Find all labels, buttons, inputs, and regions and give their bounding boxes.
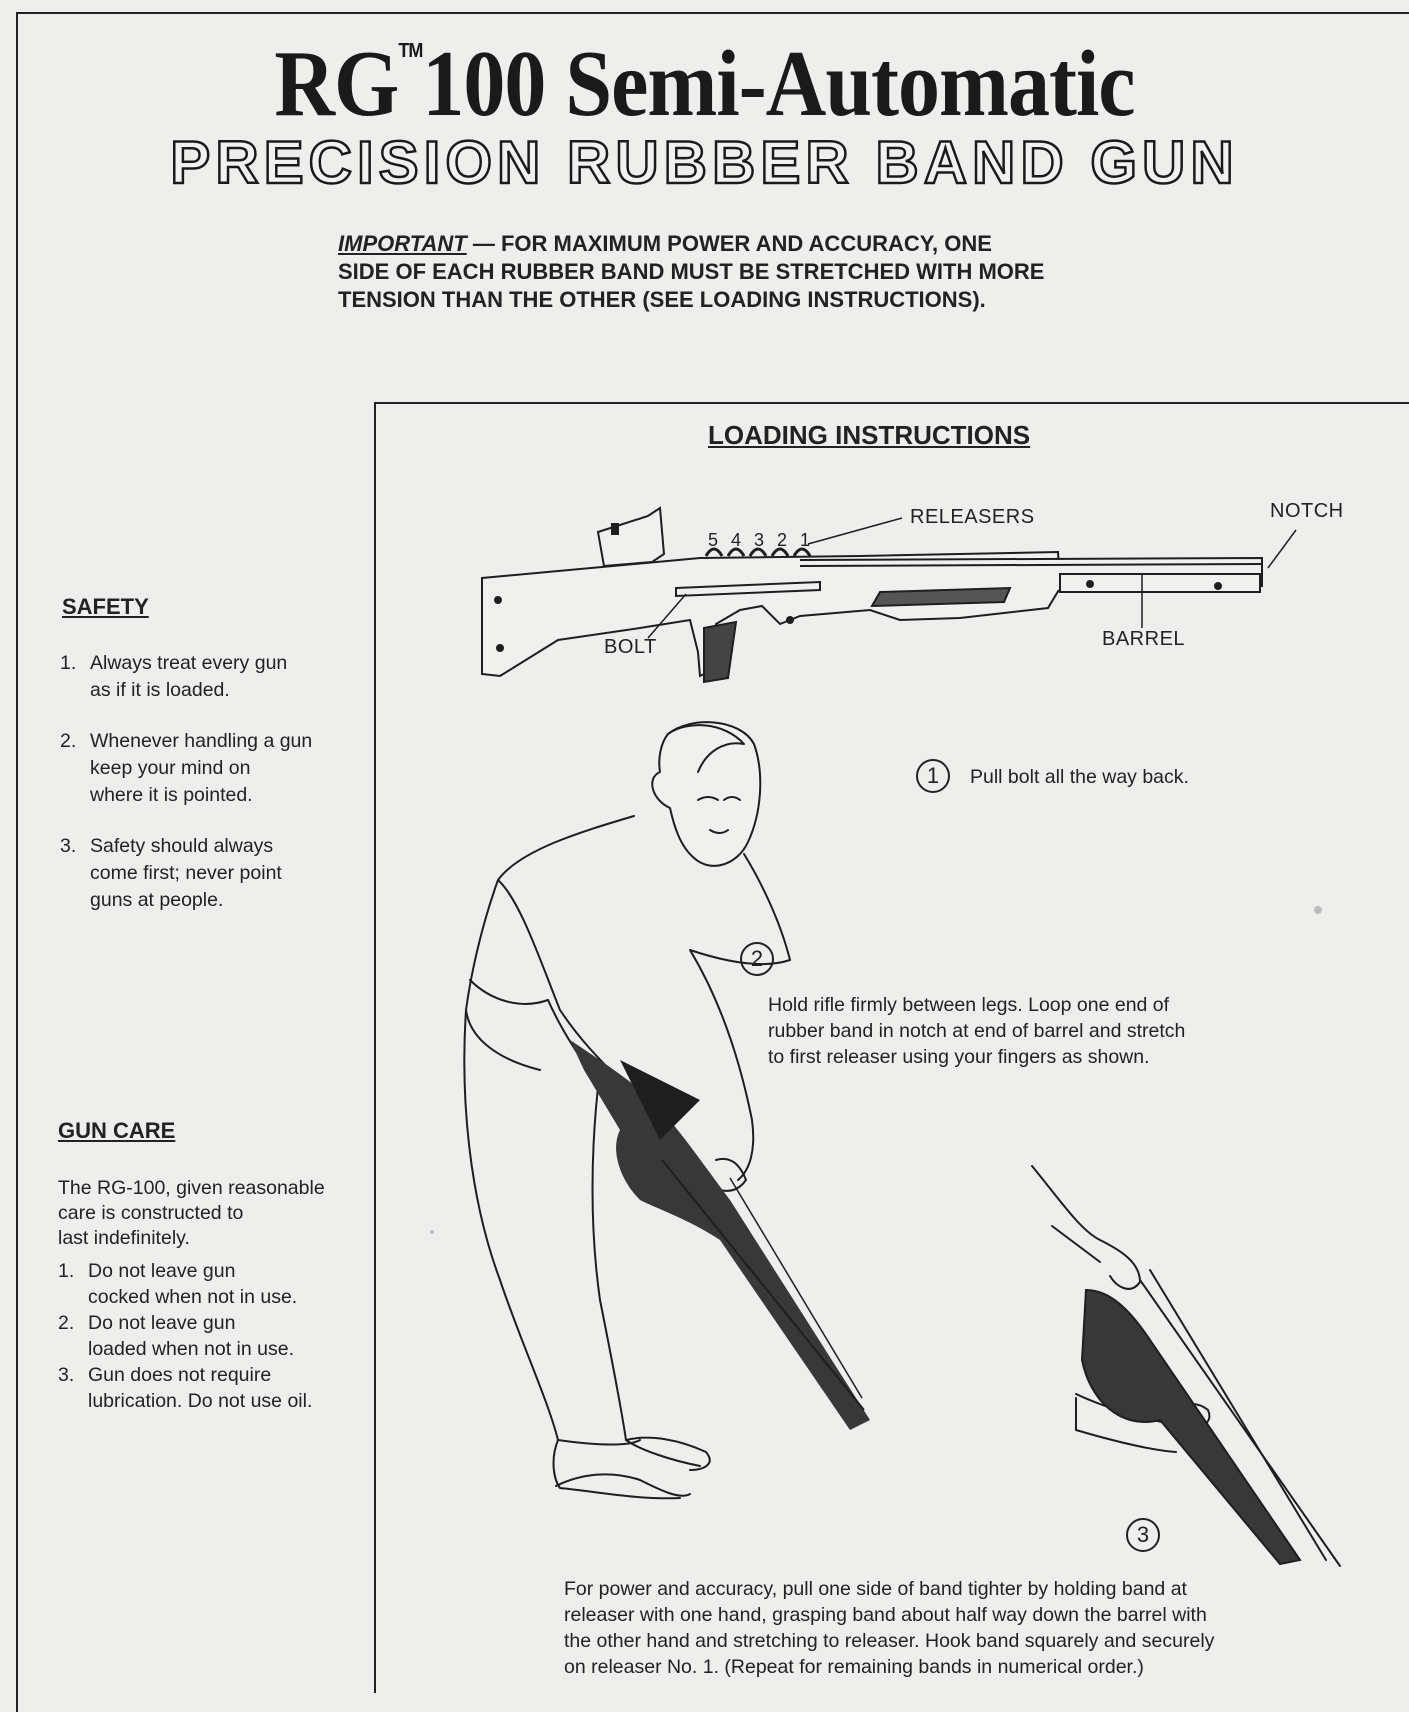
loading-instructions-heading: LOADING INSTRUCTIONS — [708, 420, 1031, 450]
releaser-number: 3 — [754, 530, 765, 550]
list-item-text: Gun does not require — [88, 1364, 272, 1386]
step-1-text: Pull bolt all the way back. — [970, 766, 1189, 788]
list-item-number: 2. — [60, 730, 77, 752]
list-item-text: come first; never point — [90, 862, 282, 884]
list-item-text: Always treat every gun — [90, 652, 288, 674]
releasers-label: RELEASERS — [910, 506, 1035, 528]
hands-stretching-band — [1032, 1166, 1340, 1566]
list-item-number: 3. — [60, 835, 77, 857]
step-3-number: 3 — [1126, 1518, 1160, 1552]
important-text-1: — FOR MAXIMUM POWER AND ACCURACY, ONE — [472, 231, 992, 256]
list-item-number: 1. — [58, 1260, 75, 1282]
step-2-text — [768, 992, 1288, 1070]
releaser-number: 5 — [708, 530, 719, 550]
list-item-text: lubrication. Do not use oil. — [88, 1390, 313, 1412]
important-label: IMPORTANT — [338, 231, 467, 256]
gun-care-intro-line: last indefinitely. — [58, 1227, 190, 1249]
releaser-number: 1 — [800, 530, 811, 550]
list-item-text: Do not leave gun — [88, 1312, 236, 1334]
list-item-text: Do not leave gun — [88, 1260, 236, 1282]
notch-label: NOTCH — [1270, 500, 1344, 522]
barrel-label: BARREL — [1102, 628, 1186, 650]
releaser-number: 4 — [731, 530, 742, 550]
list-item-text: Safety should always — [90, 835, 274, 857]
list-item-text: loaded when not in use. — [88, 1338, 294, 1360]
gun-care-intro-line: care is constructed to — [58, 1202, 244, 1224]
releaser-number: 2 — [777, 530, 788, 550]
important-line-2: SIDE OF EACH RUBBER BAND MUST BE STRETCHED WITH MORE — [338, 259, 1045, 284]
step-2-line: Hold rifle firmly between legs. Loop one end of — [768, 994, 1170, 1016]
list-item-text: cocked when not in use. — [88, 1286, 298, 1308]
step-3-line: For power and accuracy, pull one side of band tighter by holding band at — [564, 1578, 1187, 1600]
list-item-text: Whenever handling a gun — [90, 730, 313, 752]
step-3-line: on releaser No. 1. (Repeat for remaining bands in numerical order.) — [564, 1656, 1144, 1678]
list-item-text: guns at people. — [90, 889, 224, 911]
important-line-3: TENSION THAN THE OTHER (SEE LOADING INSTRUCTIONS). — [338, 287, 986, 312]
title-model: 100 Semi-Automatic — [422, 32, 1135, 137]
bolt-label: BOLT — [604, 636, 657, 658]
list-item-number: 2. — [58, 1312, 75, 1334]
paper-marks — [430, 906, 1322, 1234]
page-subtitle: PRECISION RUBBER BAND GUN — [170, 129, 1239, 196]
list-item-number: 1. — [60, 652, 77, 674]
safety-heading: SAFETY — [62, 594, 149, 619]
step-2-line: to first releaser using your fingers as shown. — [768, 1046, 1150, 1068]
trademark-mark: TM — [398, 38, 423, 62]
title-brand: RG — [274, 32, 399, 137]
gun-care-intro-line: The RG-100, given reasonable — [58, 1177, 325, 1199]
list-item-number: 3. — [58, 1364, 75, 1386]
step-1-number: 1 — [916, 759, 950, 793]
gun-care-heading: GUN CARE — [58, 1118, 176, 1143]
step-3-text — [564, 1576, 1384, 1680]
step-3-line: the other hand and stretching to releaser. Hook band squarely and securely — [564, 1630, 1215, 1652]
rifle-held-silhouette — [570, 1040, 870, 1430]
step-3-line: releaser with one hand, grasping band about half way down the barrel with — [564, 1604, 1207, 1626]
list-item-text: where it is pointed. — [90, 784, 253, 806]
list-item-text: as if it is loaded. — [90, 679, 230, 701]
step-2-number: 2 — [740, 942, 774, 976]
list-item-text: keep your mind on — [90, 757, 251, 779]
step-2-line: rubber band in notch at end of barrel and stretch — [768, 1020, 1186, 1042]
